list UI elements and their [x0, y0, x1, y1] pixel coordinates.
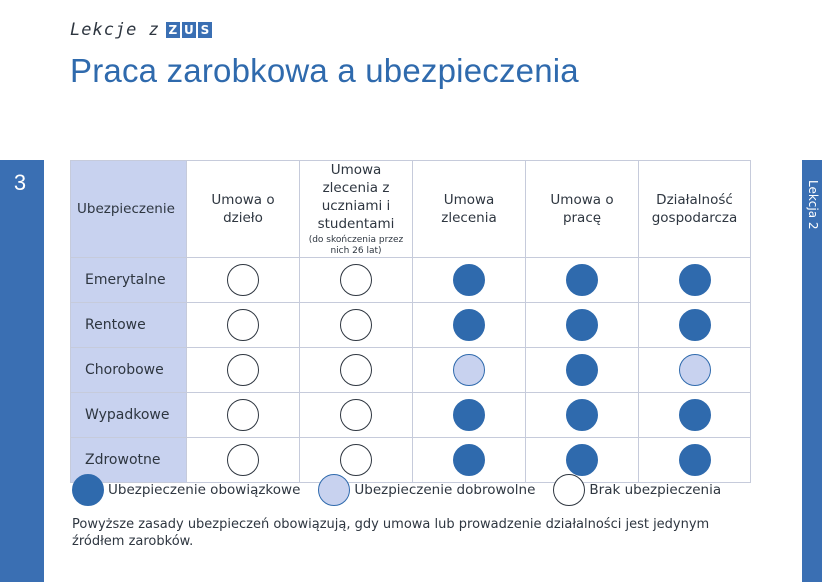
zus-letter: U — [182, 22, 196, 38]
legend-item-mandatory — [72, 474, 300, 506]
none-dot-icon — [340, 399, 372, 431]
column-header — [300, 161, 413, 258]
mandatory-dot-icon — [566, 309, 598, 341]
table-cell — [526, 348, 639, 393]
row-label: Emerytalne — [71, 258, 187, 303]
none-dot-icon — [340, 264, 372, 296]
table-cell — [300, 393, 413, 438]
table-body — [71, 258, 751, 483]
mandatory-dot-icon — [453, 264, 485, 296]
column-header — [187, 161, 300, 258]
mandatory-dot-icon — [453, 399, 485, 431]
mandatory-dot-icon — [679, 399, 711, 431]
column-header — [639, 161, 751, 258]
table-corner-label: Ubezpieczenie — [71, 161, 187, 258]
table-cell — [413, 348, 526, 393]
voluntary-dot-icon — [679, 354, 711, 386]
row-label: Rentowe — [71, 303, 187, 348]
none-dot-icon — [227, 264, 259, 296]
legend — [72, 474, 721, 506]
table-cell — [639, 258, 751, 303]
mandatory-dot-icon — [566, 354, 598, 386]
mandatory-dot-icon — [453, 309, 485, 341]
voluntary-dot-icon — [453, 354, 485, 386]
mandatory-dot-icon — [679, 309, 711, 341]
page-title: Praca zarobkowa a ubezpieczenia — [70, 52, 579, 89]
none-dot-icon — [340, 309, 372, 341]
footnote: Powyższe zasady ubezpieczeń obowiązują, gdy umowa lub prowadzenie działalności jest jedynym źródłem zarobków. — [72, 517, 710, 549]
zus-letter: Z — [166, 22, 180, 38]
column-header-label: Umowa o pracę — [550, 192, 614, 226]
slide-number: 3 — [13, 170, 27, 195]
none-dot-icon — [227, 444, 259, 476]
zus-letter: S — [198, 22, 212, 38]
none-dot-icon — [340, 354, 372, 386]
table-cell — [300, 348, 413, 393]
table-cell — [639, 303, 751, 348]
table-cell — [413, 258, 526, 303]
table-cell — [187, 303, 300, 348]
legend-item-voluntary — [318, 474, 535, 506]
none-dot-icon — [227, 399, 259, 431]
insurance-table — [70, 160, 751, 483]
table-row — [71, 348, 751, 393]
table-header-row — [71, 161, 751, 258]
mandatory-dot-icon — [72, 474, 104, 506]
legend-label: Brak ubezpieczenia — [589, 482, 722, 498]
column-header-label: Umowa zlecenia — [441, 192, 497, 226]
voluntary-dot-icon — [318, 474, 350, 506]
row-label: Zdrowotne — [71, 438, 187, 483]
column-header-label: Działalność gospodarcza — [651, 192, 738, 226]
table-cell — [639, 393, 751, 438]
table-cell — [526, 258, 639, 303]
legend-label: Ubezpieczenie dobrowolne — [354, 482, 536, 498]
mandatory-dot-icon — [566, 444, 598, 476]
table-row — [71, 393, 751, 438]
table-cell — [187, 348, 300, 393]
column-header-label: Umowa zlecenia z uczniami i studentami — [317, 162, 395, 232]
column-header-note: (do skończenia przez nich 26 lat) — [308, 235, 404, 256]
table-cell — [526, 393, 639, 438]
table-cell — [300, 258, 413, 303]
none-dot-icon — [553, 474, 585, 506]
mandatory-dot-icon — [566, 399, 598, 431]
legend-label: Ubezpieczenie obowiązkowe — [108, 482, 301, 498]
table-row — [71, 258, 751, 303]
row-label: Chorobowe — [71, 348, 187, 393]
mandatory-dot-icon — [453, 444, 485, 476]
table-row — [71, 303, 751, 348]
none-dot-icon — [340, 444, 372, 476]
mandatory-dot-icon — [679, 444, 711, 476]
table-cell — [526, 303, 639, 348]
zus-logo — [166, 22, 214, 38]
row-label: Wypadkowe — [71, 393, 187, 438]
table-cell — [413, 303, 526, 348]
brand-text: Lekcje z — [70, 20, 160, 40]
column-header — [526, 161, 639, 258]
none-dot-icon — [227, 354, 259, 386]
left-accent-bar — [0, 160, 44, 582]
table-cell — [300, 303, 413, 348]
brand-logo — [70, 20, 214, 40]
column-header-label: Umowa o dzieło — [211, 192, 275, 226]
table-cell — [187, 393, 300, 438]
table-cell — [187, 258, 300, 303]
column-header — [413, 161, 526, 258]
lesson-label: Lekcja 2 — [806, 180, 820, 230]
table-cell — [639, 348, 751, 393]
table-cell — [413, 393, 526, 438]
legend-item-none — [553, 474, 721, 506]
mandatory-dot-icon — [566, 264, 598, 296]
mandatory-dot-icon — [679, 264, 711, 296]
none-dot-icon — [227, 309, 259, 341]
